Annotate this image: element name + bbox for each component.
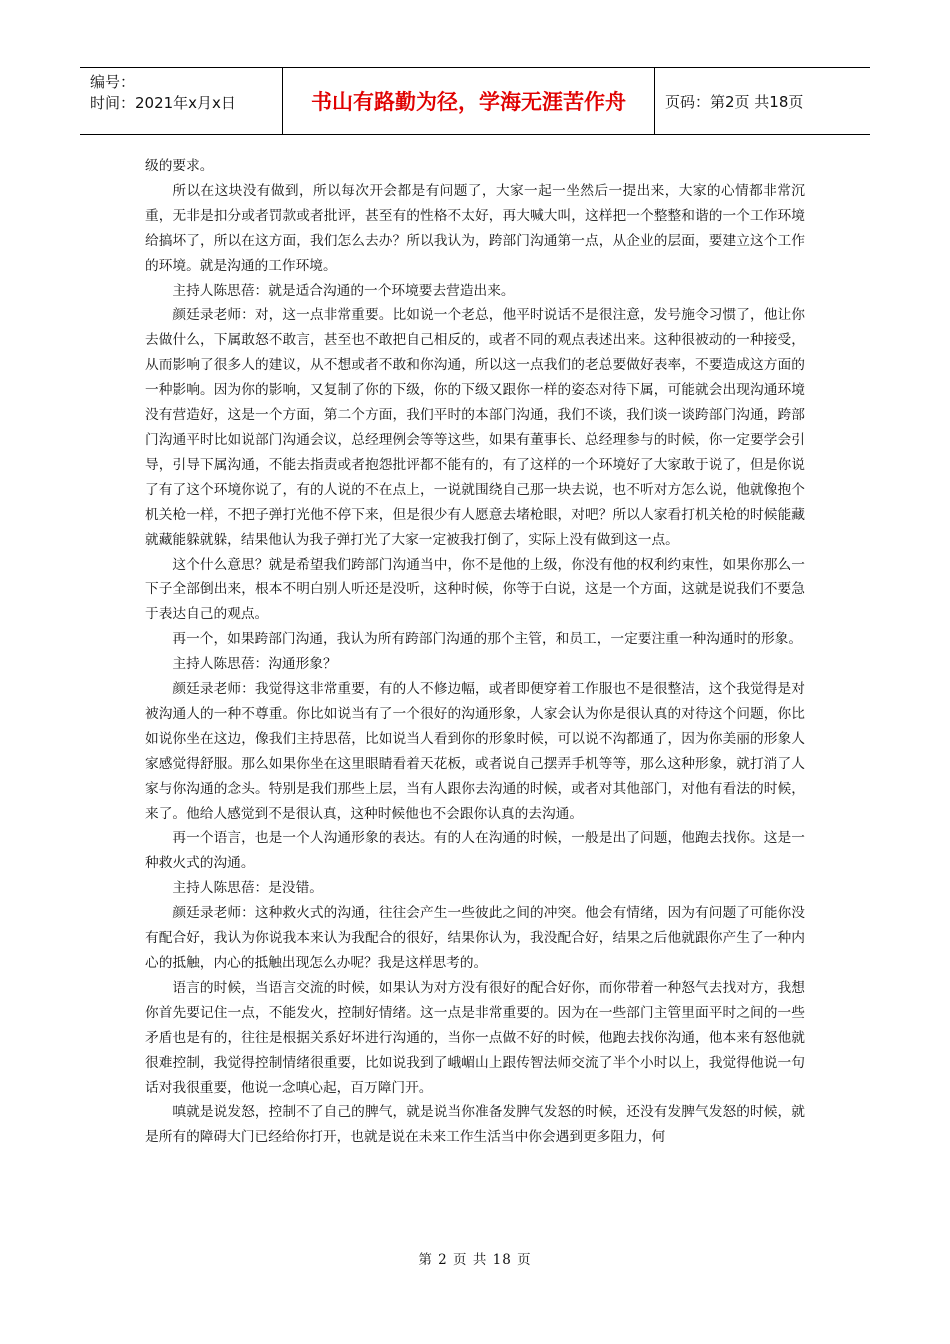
paragraph: 颜廷录老师：这种救火式的沟通，往往会产生一些彼此之间的冲突。他会有情绪，因为有问题了可能你没有配合好，我认为你说我本来认为我配合的很好，结果你认为，我没配合好，结果之后他就跟你产生了一种内心的抵触，内心的抵触出现怎么办呢？我是这样思考的。 bbox=[145, 905, 805, 971]
page-footer: 第 2 页 共 18 页 bbox=[418, 1252, 532, 1268]
header-meta-cell bbox=[80, 68, 283, 134]
paragraph: 所以在这块没有做到，所以每次开会都是有问题了，大家一起一坐然后一提出来，大家的心情都非常沉重，无非是扣分或者罚款或者批评，甚至有的性格不太好，再大喊大叫，这样把一个整整和谐的一个工作环境给搞坏了，所以在这方面，我们怎么去办？所以我认为，跨部门沟通第一点，从企业的层面，要建立这个工作的环境。就是沟通的工作环境。 bbox=[145, 182, 805, 274]
paragraph: 主持人陈思蓓：就是适合沟通的一个环境要去营造出来。 bbox=[172, 282, 515, 299]
document-number-label: 编号： bbox=[90, 73, 136, 91]
document-time-label: 时间：2021年x月x日 bbox=[90, 94, 236, 112]
paragraph: 级的要求。 bbox=[145, 158, 214, 174]
paragraph: 颜廷录老师：对，这一点非常重要。比如说一个老总，他平时说话不是很注意，发号施令习惯了，他让你去做什么，下属敢怒不敢言，甚至也不敢把自己相反的，或者不同的观点表述出来。这种很被动的一种接受，从而影响了很多人的建议，从不想或者不敢和你沟通，所以这一点我们的老总要做好表率，不要造成这方面的一种影响。因为你的影响，又复制了你的下级，你的下级又跟你一样的姿态对待下属，可能就会出现沟通环境没有营造好，这是一个方面，第二个方面，我们平时的本部门沟通，我们不谈，我们谈一谈跨部门沟通，跨部门沟通平时比如说部门沟通会议，总经理例会等等这些，如果有董事长、总经理参与的时候，你一定要学会引导，引导下属沟通，不能去指责或者抱怨批评都不能有的，有了这样的一个环境好了大家敢于说了，但是你说了有了这个环境你说了，有的人说的不在点上，一说就围绕自己那一块去说，也不听对方怎么说，他就像抱个机关枪一样，不把子弹打光他不停下来，但是很少有人愿意去堵枪眼，对吧？所以人家看打机关枪的时候能藏就藏能躲就躲，结果他认为我子弹打光了大家一定被我打倒了，实际上没有做到这一点。 bbox=[145, 307, 805, 548]
paragraph: 主持人陈思蓓：沟通形象？ bbox=[172, 656, 337, 673]
paragraph: 颜廷录老师：我觉得这非常重要，有的人不修边幅，或者即便穿着工作服也不是很整洁，这个我觉得是对被沟通人的一种不尊重。你比如说当有了一个很好的沟通形象，人家会认为你是很认真的对待这个问题，你比如说你坐在这边，像我们主持思蓓，比如说当人看到你的形象时候，可以说不沟都通了，因为你美丽的形象人家感觉得舒服。那么如果你坐在这里眼睛看着天花板，或者说自己摆弄手机等等，那么这种形象，就打消了人家与你沟通的念头。特别是我们那些上层，当有人跟你去沟通的时候，或者对其他部门，对他有看法的时候，来了。他给人感觉到不是很认真，这种时候他也不会跟你认真的去沟通。 bbox=[145, 681, 805, 822]
paragraph: 嗔就是说发怒，控制不了自己的脾气，就是说当你准备发脾气发怒的时候，还没有发脾气发怒的时候，就是所有的障碍大门已经给你打开，也就是说在未来工作生活当中你会遇到更多阻力，何 bbox=[145, 1104, 805, 1146]
document-body bbox=[145, 154, 805, 1150]
page-header bbox=[80, 67, 870, 135]
header-page-info: 页码：第2页 共18页 bbox=[665, 92, 804, 111]
paragraph: 主持人陈思蓓：是没错。 bbox=[172, 880, 323, 897]
paragraph: 语言的时候，当语言交流的时候，如果认为对方没有很好的配合好你，而你带着一种怒气去找对方，我想你首先要记住一点，不能发火，控制好情绪。这一点是非常重要的。因为在一些部门主管里面平时之间的一些矛盾也是有的，往往是根据关系好坏进行沟通的，当你一点做不好的时候，他跑去找你沟通，他本来有怒他就很难控制，我觉得控制情绪很重要，比如说我到了峨嵋山上跟传智法师交流了半个小时以上，我觉得他说一句话对我很重要，他说一念嗔心起，百万障门开。 bbox=[145, 979, 805, 1096]
paragraph: 再一个，如果跨部门沟通，我认为所有跨部门沟通的那个主管，和员工，一定要注重一种沟通时的形象。 bbox=[172, 631, 803, 648]
paragraph: 再一个语言，也是一个人沟通形象的表达。有的人在沟通的时候，一般是出了问题，他跑去找你。这是一种救火式的沟通。 bbox=[145, 830, 805, 872]
header-motto: 书山有路勤为径，学海无涯苦作舟 bbox=[283, 68, 655, 134]
paragraph: 这个什么意思？就是希望我们跨部门沟通当中，你不是他的上级，你没有他的权利约束性，如果你那么一下子全部倒出来，根本不明白别人听还是没听，这种时候，你等于白说，这是一个方面，这就是说我们不要急于表达自己的观点。 bbox=[145, 556, 805, 623]
